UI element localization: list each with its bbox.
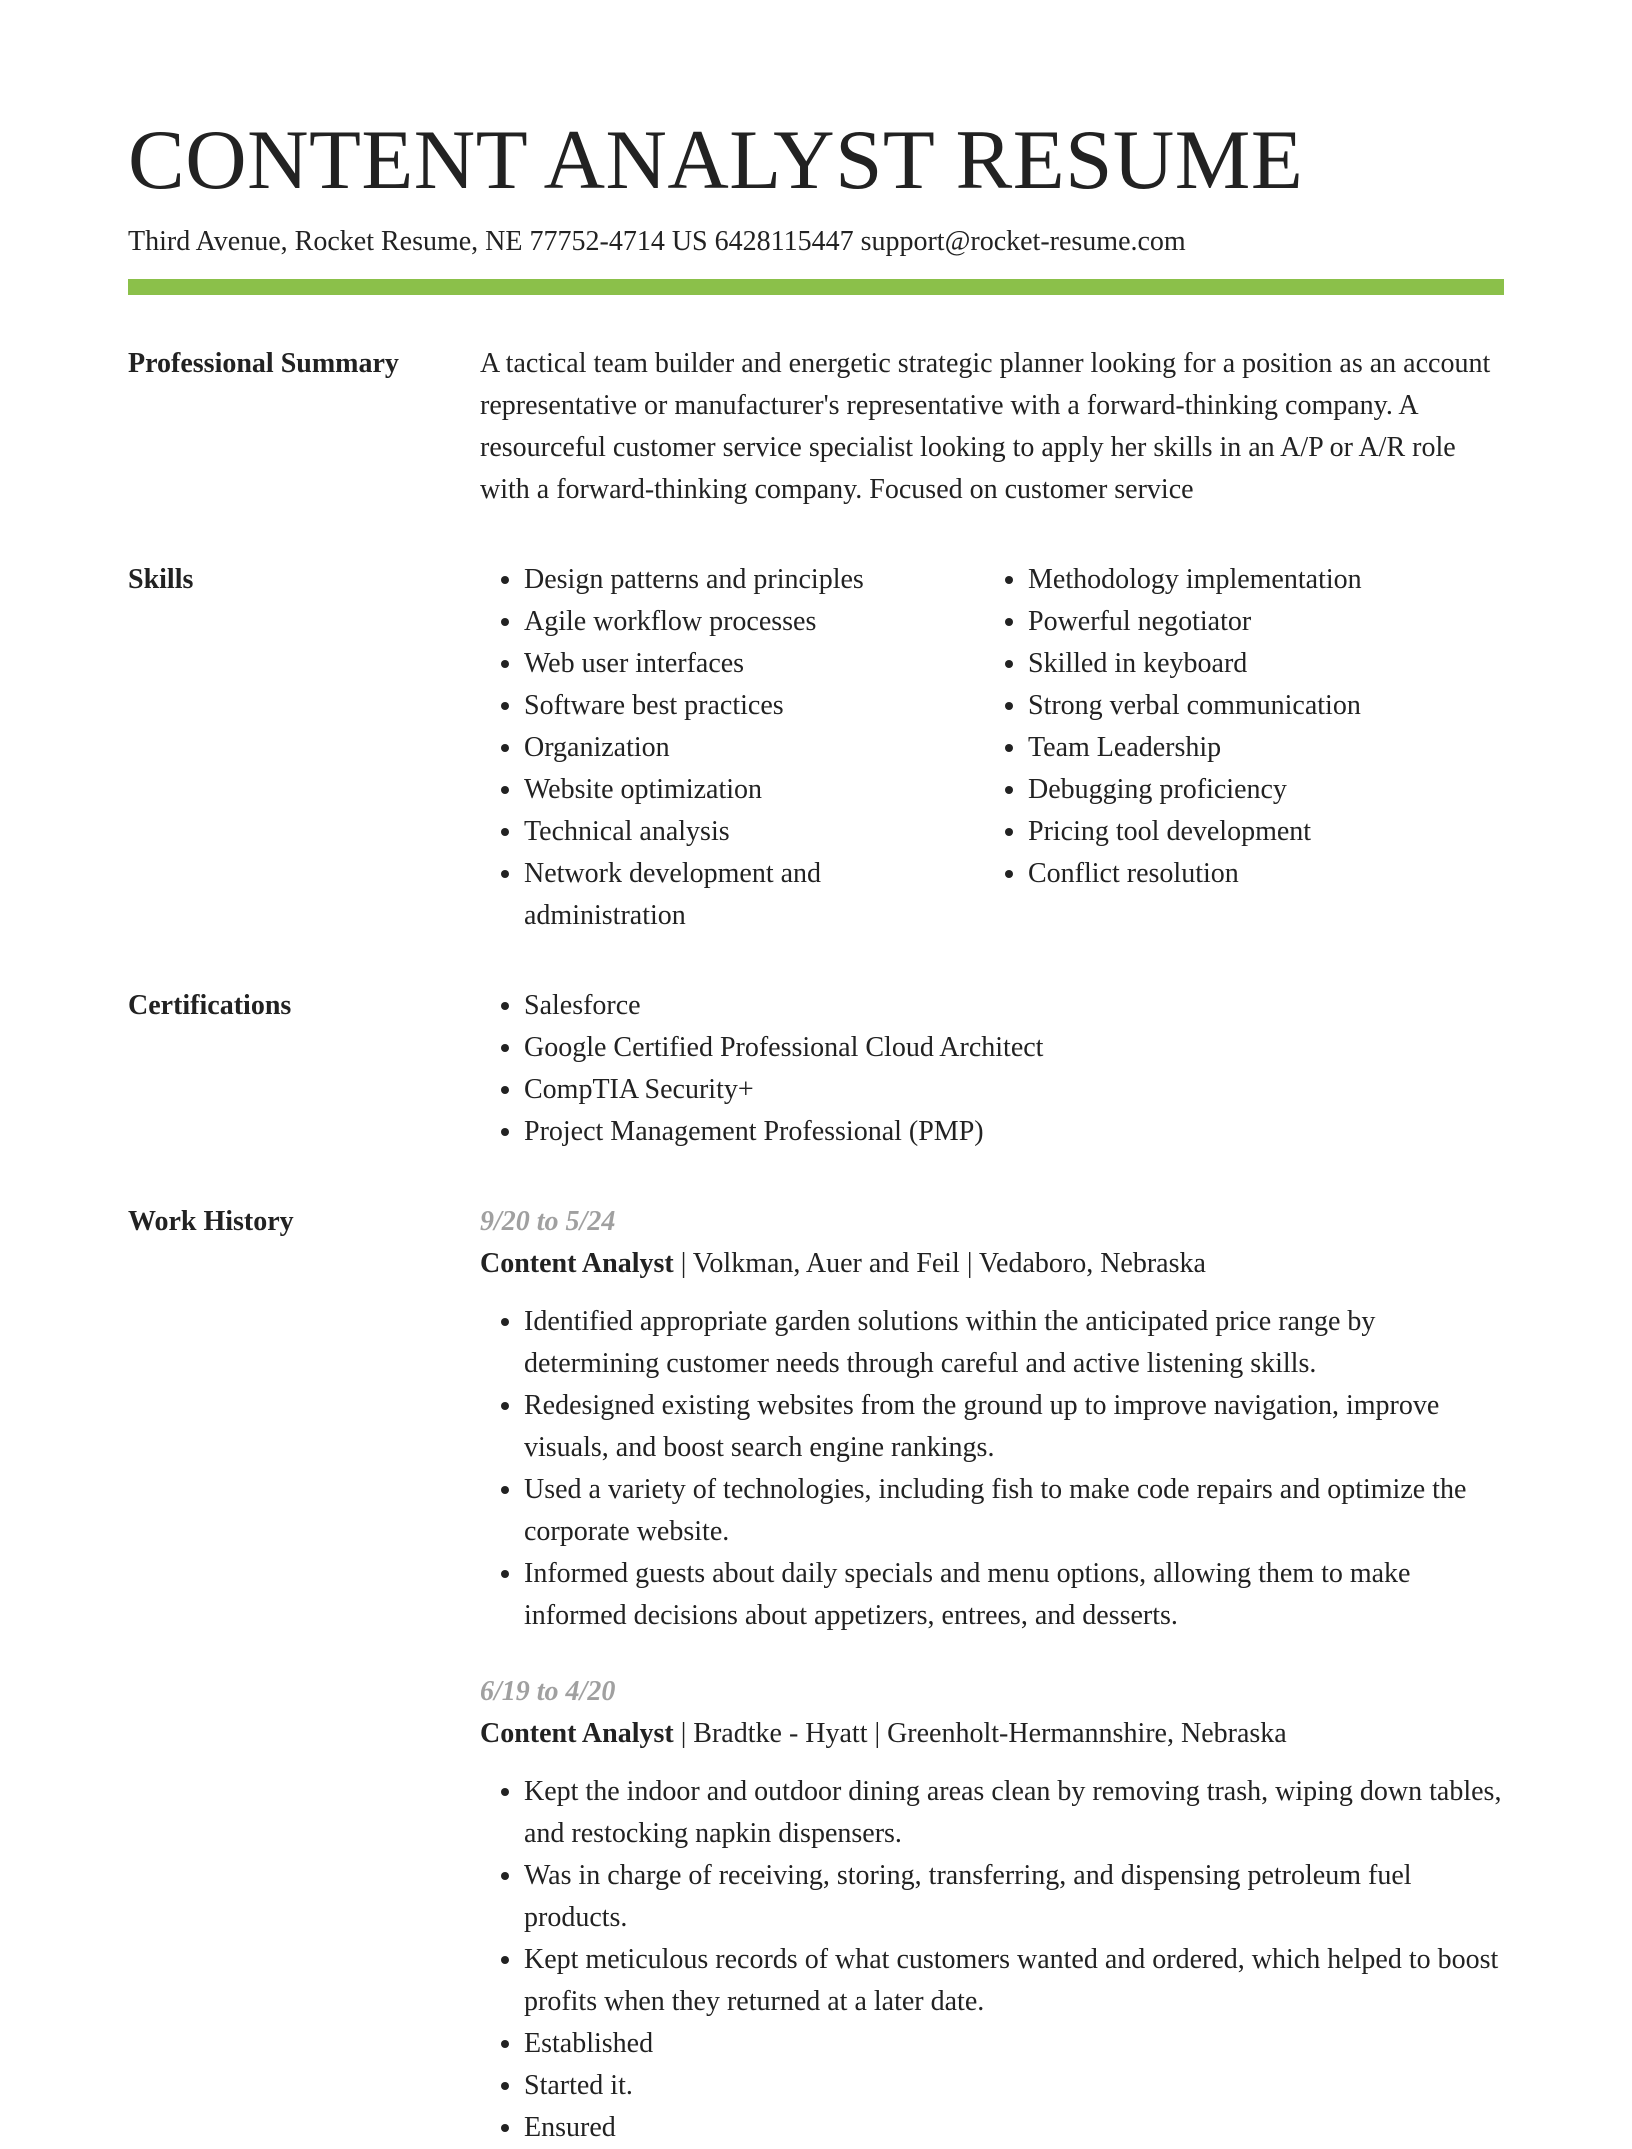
skills-column-2 bbox=[984, 559, 1504, 937]
job-bullet: • Used a variety of technologies, including fish to make code repairs and optimize the corporate website. bbox=[524, 1469, 1504, 1553]
summary-body bbox=[480, 343, 1504, 511]
certification-item: • Google Certified Professional Cloud Architect bbox=[524, 1027, 1504, 1069]
skill-item: • Organization bbox=[524, 727, 984, 769]
skill-item: • Skilled in keyboard bbox=[1028, 643, 1504, 685]
job-role: Content Analyst bbox=[480, 1247, 674, 1279]
certifications-list bbox=[480, 985, 1504, 1153]
certification-item: • Project Management Professional (PMP) bbox=[524, 1111, 1504, 1153]
skill-item: • Strong verbal communication bbox=[1028, 685, 1504, 727]
job-bullet: • Kept the indoor and outdoor dining areas clean by removing trash, wiping down tables, and restocking napkin dispensers. bbox=[524, 1771, 1504, 1855]
certification-item: • CompTIA Security+ bbox=[524, 1069, 1504, 1111]
job-bullet: • Was in charge of receiving, storing, transferring, and dispensing petroleum fuel products. bbox=[524, 1855, 1504, 1939]
job-bullets bbox=[480, 1301, 1504, 1637]
job-dates: 9/20 to 5/24 bbox=[480, 1205, 616, 1237]
skill-item: • Network development and administration bbox=[524, 853, 984, 937]
section-work-history bbox=[128, 1201, 1504, 2149]
job-entry bbox=[480, 1201, 1504, 1637]
skills-body bbox=[480, 559, 1504, 937]
skill-item: • Debugging proficiency bbox=[1028, 769, 1504, 811]
skill-item: • Team Leadership bbox=[1028, 727, 1504, 769]
section-skills bbox=[128, 559, 1504, 937]
section-certifications bbox=[128, 985, 1504, 1153]
job-bullet: • Identified appropriate garden solutions within the anticipated price range by determining customer needs through careful and active listening skills. bbox=[524, 1301, 1504, 1385]
job-bullet: • Started it. bbox=[524, 2065, 1504, 2107]
skill-item: • Design patterns and principles bbox=[524, 559, 984, 601]
skills-list-1 bbox=[480, 559, 984, 937]
job-role: Content Analyst bbox=[480, 1717, 674, 1749]
job-entry bbox=[480, 1671, 1504, 2149]
job-bullet: • Established bbox=[524, 2023, 1504, 2065]
job-bullet: • Redesigned existing websites from the ground up to improve navigation, improve visuals, and boost search engine rankings. bbox=[524, 1385, 1504, 1469]
skill-item: • Technical analysis bbox=[524, 811, 984, 853]
summary-text: A tactical team builder and energetic strategic planner looking for a position as an account representative or manufacturer's representative with a forward-thinking company. A resourceful customer service specialist looking to apply her skills in an A/P or A/R role with a forward-thinking company. Focused on customer service bbox=[480, 347, 1491, 505]
skill-item: • Methodology implementation bbox=[1028, 559, 1504, 601]
job-dates: 6/19 to 4/20 bbox=[480, 1675, 616, 1707]
job-heading bbox=[480, 1713, 1504, 1755]
section-label-certifications: Certifications bbox=[128, 989, 292, 1021]
section-label-summary: Professional Summary bbox=[128, 347, 399, 379]
skill-item: • Conflict resolution bbox=[1028, 853, 1504, 895]
job-bullet: • Kept meticulous records of what customers wanted and ordered, which helped to boost profits when they returned at a later date. bbox=[524, 1939, 1504, 2023]
certifications-body bbox=[480, 985, 1504, 1153]
skill-item: • Agile workflow processes bbox=[524, 601, 984, 643]
skill-item: • Website optimization bbox=[524, 769, 984, 811]
skill-item: • Pricing tool development bbox=[1028, 811, 1504, 853]
job-employer-location: | Volkman, Auer and Feil | Vedaboro, Nebraska bbox=[673, 1247, 1206, 1279]
job-employer-location: | Bradtke - Hyatt | Greenholt-Hermannshire, Nebraska bbox=[673, 1717, 1287, 1749]
skill-item: • Powerful negotiator bbox=[1028, 601, 1504, 643]
skills-column-1 bbox=[480, 559, 984, 937]
work-history-body bbox=[480, 1201, 1504, 2149]
skills-list-2 bbox=[984, 559, 1504, 895]
section-label-work-history: Work History bbox=[128, 1205, 294, 1237]
skill-item: • Software best practices bbox=[524, 685, 984, 727]
resume-page bbox=[128, 0, 1504, 2149]
job-bullet: • Informed guests about daily specials and menu options, allowing them to make informed decisions about appetizers, entrees, and desserts. bbox=[524, 1553, 1504, 1637]
accent-divider bbox=[128, 279, 1504, 295]
job-heading bbox=[480, 1243, 1504, 1285]
certification-item: • Salesforce bbox=[524, 985, 1504, 1027]
skill-item: • Web user interfaces bbox=[524, 643, 984, 685]
job-bullet: • Ensured bbox=[524, 2107, 1504, 2149]
resume-title: CONTENT ANALYST RESUME bbox=[128, 113, 1304, 207]
job-bullets bbox=[480, 1771, 1504, 2149]
section-label-skills: Skills bbox=[128, 563, 194, 595]
section-summary bbox=[128, 343, 1504, 511]
contact-line: Third Avenue, Rocket Resume, NE 77752-4714 US 6428115447 support@rocket-resume.com bbox=[128, 226, 1186, 257]
